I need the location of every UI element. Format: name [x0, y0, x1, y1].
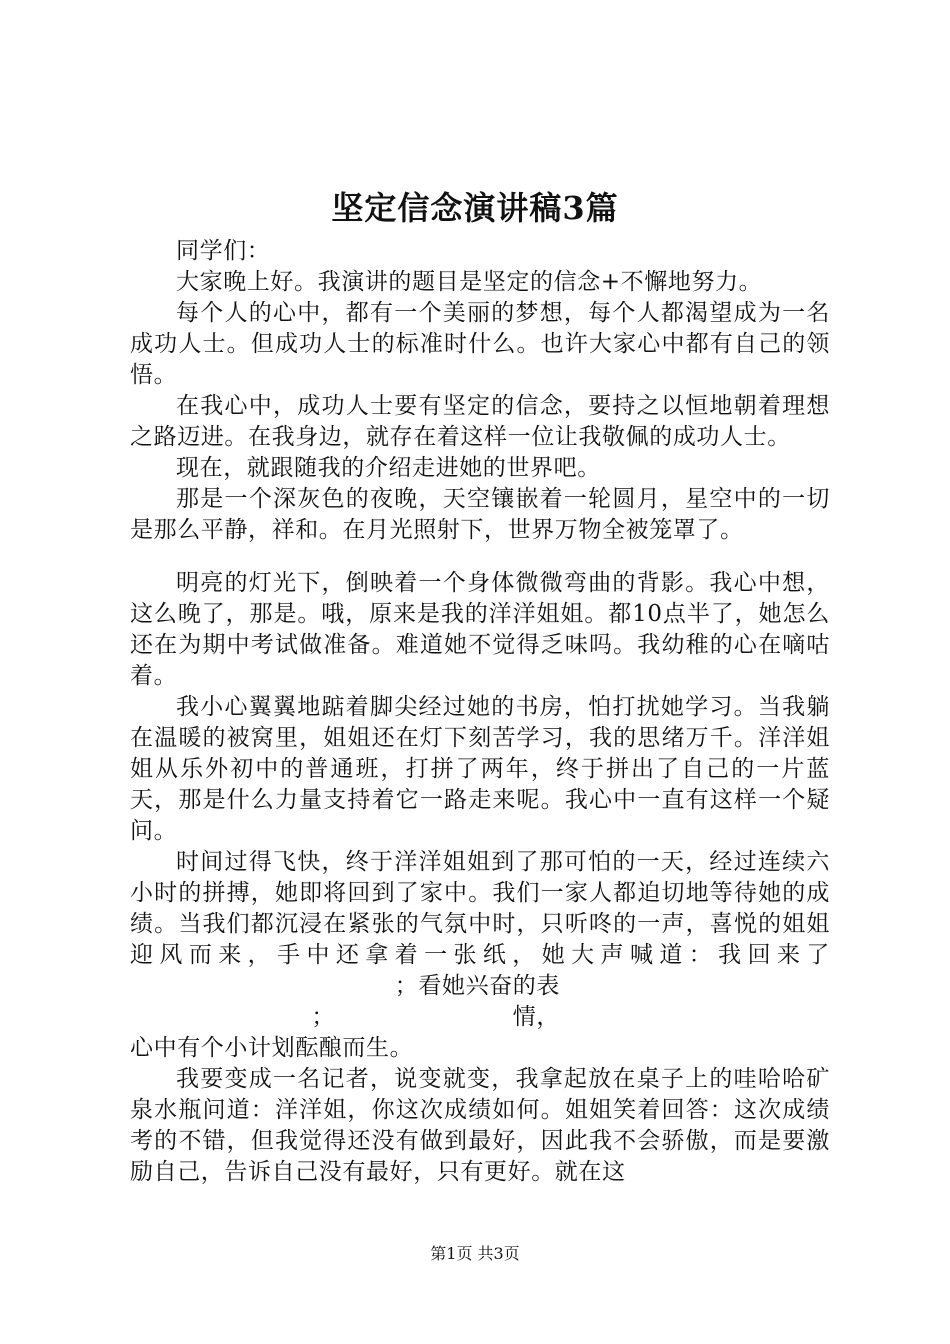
paragraph: 我要变成一名记者，说变就变，我拿起放在桌子上的哇哈哈矿泉水瓶问道：洋洋姐，你这次成绩如何。姐姐笑着回答：这次成绩考的不错，但我觉得还没有做到最好，因此我不会骄傲，而是要激励自己，告诉自己没有最好，只有更好。就在这: [130, 1066, 830, 1185]
paragraph: 每个人的心中，都有一个美丽的梦想，每个人都渴望成为一名成功人士。但成功人士的标准时什么。也许大家心中都有自己的领悟。: [130, 300, 830, 388]
paragraph: 同学们：: [176, 238, 271, 264]
paragraph-gap: [130, 546, 830, 568]
paragraph: 大家晚上好。我演讲的题目是坚定的信念+不懈地努力。: [176, 269, 763, 295]
paragraph: 明亮的灯光下，倒映着一个身体微微弯曲的背影。我心中想，这么晚了，那是。哦，原来是我的洋洋姐姐。都10点半了，她怎么还在为期中考试做准备。难道她不觉得乏味吗。我幼稚的心在嘀咕着。: [130, 570, 830, 689]
paragraph: 在我心中，成功人士要有坚定的信念，要持之以恒地朝着理想之路迈进。在我身边，就存在着这样一位让我敬佩的成功人士。: [130, 393, 830, 450]
paragraph: [130, 847, 830, 1064]
paragraph-text: 时间过得飞快，终于洋洋姐姐到了那可怕的一天，经过连续六小时的拼搏，她即将回到了家中。我们一家人都迫切地等待她的成绩。当我们都沉浸在紧张的气氛中时，只听咚的一声，喜悦的姐姐迎风而来，手中还拿着一张纸，她大声喊道：我回来了: [130, 849, 830, 968]
paragraph: 现在，就跟随我的介绍走进她的世界吧。: [176, 455, 601, 481]
document-title: 坚定信念演讲稿3篇: [331, 189, 619, 227]
page-footer: 第1页 共3页: [430, 1244, 520, 1263]
paragraph-text: 心中有个小计划酝酿而生。: [130, 1035, 414, 1061]
paragraph: 我小心翼翼地踮着脚尖经过她的书房，怕打扰她学习。当我躺在温暖的被窝里，姐姐还在灯下刻苦学习，我的思绪万千。洋洋姐姐从乐外初中的普通班，打拼了两年，终于拼出了自己的一片蓝天，那是什么力量支持着它一路走来呢。我心中一直有这样一个疑问。: [130, 694, 830, 844]
paragraph-text: ；看她兴奋的表情，: [394, 973, 560, 1030]
paragraph-text: ；: [311, 1004, 335, 1030]
document-body: [130, 236, 830, 1188]
paragraph: 那是一个深灰色的夜晚，天空镶嵌着一轮圆月，星空中的一切是那么平静，祥和。在月光照射下，世界万物全被笼罩了。: [130, 486, 830, 543]
